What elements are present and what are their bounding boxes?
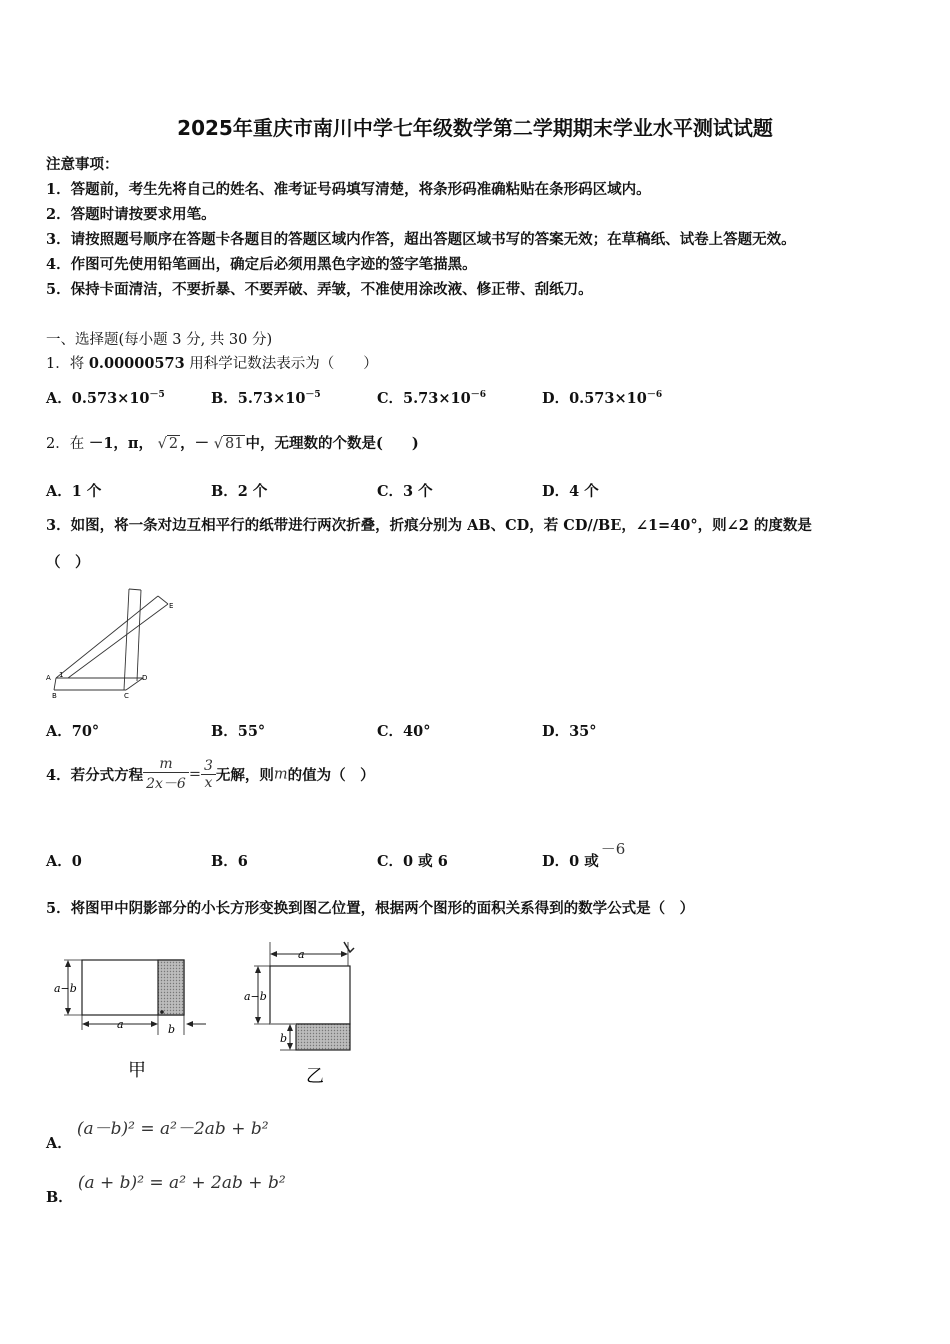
fig-label-c: C [124,692,129,700]
fig-label-angle-1: 1 [59,671,64,679]
q4-option-d-extra: －6 [600,840,626,858]
notice-item-1: 1．答题前，考生先将自己的姓名、准考证号码填写清楚，将条形码准确粘贴在条形码区域内。 [46,181,651,198]
fig-label-d: D [142,674,148,682]
q4-fraction-right [201,758,216,791]
jia-shaded-rect [158,960,184,1015]
q1-option-a[interactable] [46,387,165,408]
yi-arrow-up [255,966,261,973]
q2-prefix: 2．在 [46,436,85,452]
q1-option-c-exp: －6 [470,390,486,401]
q1-option-d-exp: －6 [646,390,663,401]
q2-option-b[interactable]: B．2 个 [211,483,268,500]
q5-option-a-formula: (a－b)² = a²－2ab + b² [76,1119,269,1139]
q1-text-b: 用科学记数法表示为（ ） [184,356,378,372]
q1-option-a-exp: －5 [149,390,165,401]
jia-caption: 甲 [128,1060,146,1081]
notice-item-3: 3．请按照题号顺序在答题卡各题目的答题区域内作答，超出答题区域书写的答案无效；在草稿纸、试卷上答题无效。 [46,231,796,248]
q1-option-b-exp: －5 [305,390,321,401]
q5-option-b[interactable] [46,1172,286,1206]
fold-ab [54,678,56,690]
q1-text-a: 1．将 [46,356,89,372]
q4-option-b[interactable]: B．6 [211,853,248,870]
q4-suffix: 的值为（ ） [287,767,375,784]
q1-number: 0.00000573 [88,355,185,372]
notice-item-4: 4．作图可先使用铅笔画出，确定后必须用黑色字迹的签字笔描黑。 [46,256,477,273]
q3-option-d[interactable]: D．35° [542,723,597,740]
q2-option-c[interactable]: C．3 个 [377,483,433,500]
jia-arrow-right [151,1021,158,1027]
q1-option-b[interactable] [211,387,321,408]
q2-suffix: 中，无理数的个数是( ) [245,435,419,452]
q2-sep: ，－ [180,435,210,452]
question-2 [46,432,419,453]
q4-frac-num: m [159,756,173,772]
jia-label-ab: a−b [54,982,77,995]
q5-option-b-formula: (a + b)² = a² + 2ab + b² [77,1173,286,1193]
fig-label-e: E [169,602,174,610]
q3-option-c[interactable]: C．40° [377,723,431,740]
q1-option-d-label: D． [542,390,570,407]
q4-frac2-num: 3 [203,758,213,774]
jia-arrow-down [65,1008,71,1015]
q4-option-a[interactable]: A．0 [46,853,82,870]
yi-arrow-left [270,951,277,957]
vertical-strip-edge-1 [124,589,129,690]
yi-b-arrow-down [287,1043,293,1050]
jia-dot [160,1010,164,1014]
q5-figure-yi [240,936,370,1086]
q4-var: m [273,766,288,783]
q2-items: －1，π， [88,435,154,452]
q5-option-a[interactable] [46,1114,269,1152]
q2-sqrt-2-radicand: 2 [168,436,179,452]
fig-label-a: A [46,674,51,682]
q4-frac-den: 2x－6 [143,772,189,793]
q3-paren: （ ） [46,554,90,571]
vertical-strip-edge-2 [137,590,141,681]
yi-label-b: b [280,1032,288,1045]
diagonal-strip-edge-1 [56,596,158,678]
notice-heading: 注意事项： [46,156,119,173]
vertical-strip-end [129,589,141,590]
yi-big-rect [270,966,350,1024]
jia-arrow-up [65,960,71,967]
q4-equals: = [188,766,201,783]
q4-option-c[interactable]: C．0 或 6 [377,853,448,870]
jia-arrow-left [82,1021,89,1027]
question-4 [46,756,375,793]
q2-sqrt-2: √ 2 [157,436,179,452]
q1-option-a-label: A． [46,390,72,407]
jia-label-b: b [168,1023,176,1036]
yi-shaded-rect [296,1024,350,1050]
jia-label-a: a [117,1018,124,1031]
question-3: 3．如图，将一条对边互相平行的纸带进行两次折叠，折痕分别为 AB、CD，若 CD//BE，∠1=40°，则∠2 的度数是 [46,517,812,534]
section-heading: 一、选择题(每小题 3 分, 共 30 分) [46,332,273,348]
q1-option-a-base: 0.573×10 [71,390,150,407]
q1-option-c-label: C． [377,390,404,407]
yi-caption: 乙 [306,1066,324,1086]
q1-option-b-label: B． [211,390,238,407]
q1-option-d-base: 0.573×10 [569,390,647,407]
jia-b-arrow [186,1021,193,1027]
q2-option-a[interactable]: A．1 个 [46,483,102,500]
q5-option-b-label: B． [46,1189,73,1206]
question-1 [46,352,378,373]
fig-label-b: B [52,692,57,700]
fold-cd [126,678,143,690]
q4-option-d[interactable] [542,840,626,871]
q4-frac2-den: x [201,774,216,791]
yi-label-a: a [298,948,305,961]
notice-item-2: 2．答题时请按要求用笔。 [46,206,216,223]
q1-option-b-base: 5.73×10 [237,390,306,407]
q4-mid: 无解，则 [215,767,274,784]
q5-figure-jia [46,940,216,1090]
q3-option-b[interactable]: B．55° [211,723,266,740]
q1-option-d[interactable] [542,387,662,408]
q4-prefix: 4．若分式方程 [46,767,144,784]
q2-sqrt-81: √ 81 [213,436,244,452]
q1-option-c[interactable] [377,387,486,408]
yi-label-ab: a−b [244,990,267,1003]
notice-item-5: 5．保持卡面清洁，不要折暴、不要弄破、弄皱，不准使用涂改液、修正带、刮纸刀。 [46,281,593,298]
q4-option-d-label: D．0 或 [542,853,599,870]
q3-figure-folded-strip [46,584,186,704]
q4-fraction-left [143,756,189,793]
yi-arrow-right [341,951,348,957]
yi-arrow-down [255,1017,261,1024]
yi-corner-mark [344,942,354,952]
yi-b-arrow-up [287,1024,293,1031]
q2-sqrt-81-radicand: 81 [225,436,244,452]
page-title: 2025年重庆市南川中学七年级数学第二学期期末学业水平测试试题 [177,116,773,140]
q1-option-c-base: 5.73×10 [403,390,471,407]
question-5: 5．将图甲中阴影部分的小长方形变换到图乙位置，根据两个图形的面积关系得到的数学公式是（ ） [46,900,695,917]
diagonal-strip-end [158,596,168,604]
q3-option-a[interactable]: A．70° [46,723,100,740]
q5-option-a-label: A． [46,1135,72,1152]
diagonal-strip-edge-2 [68,604,168,678]
q2-option-d[interactable]: D．4 个 [542,483,599,500]
